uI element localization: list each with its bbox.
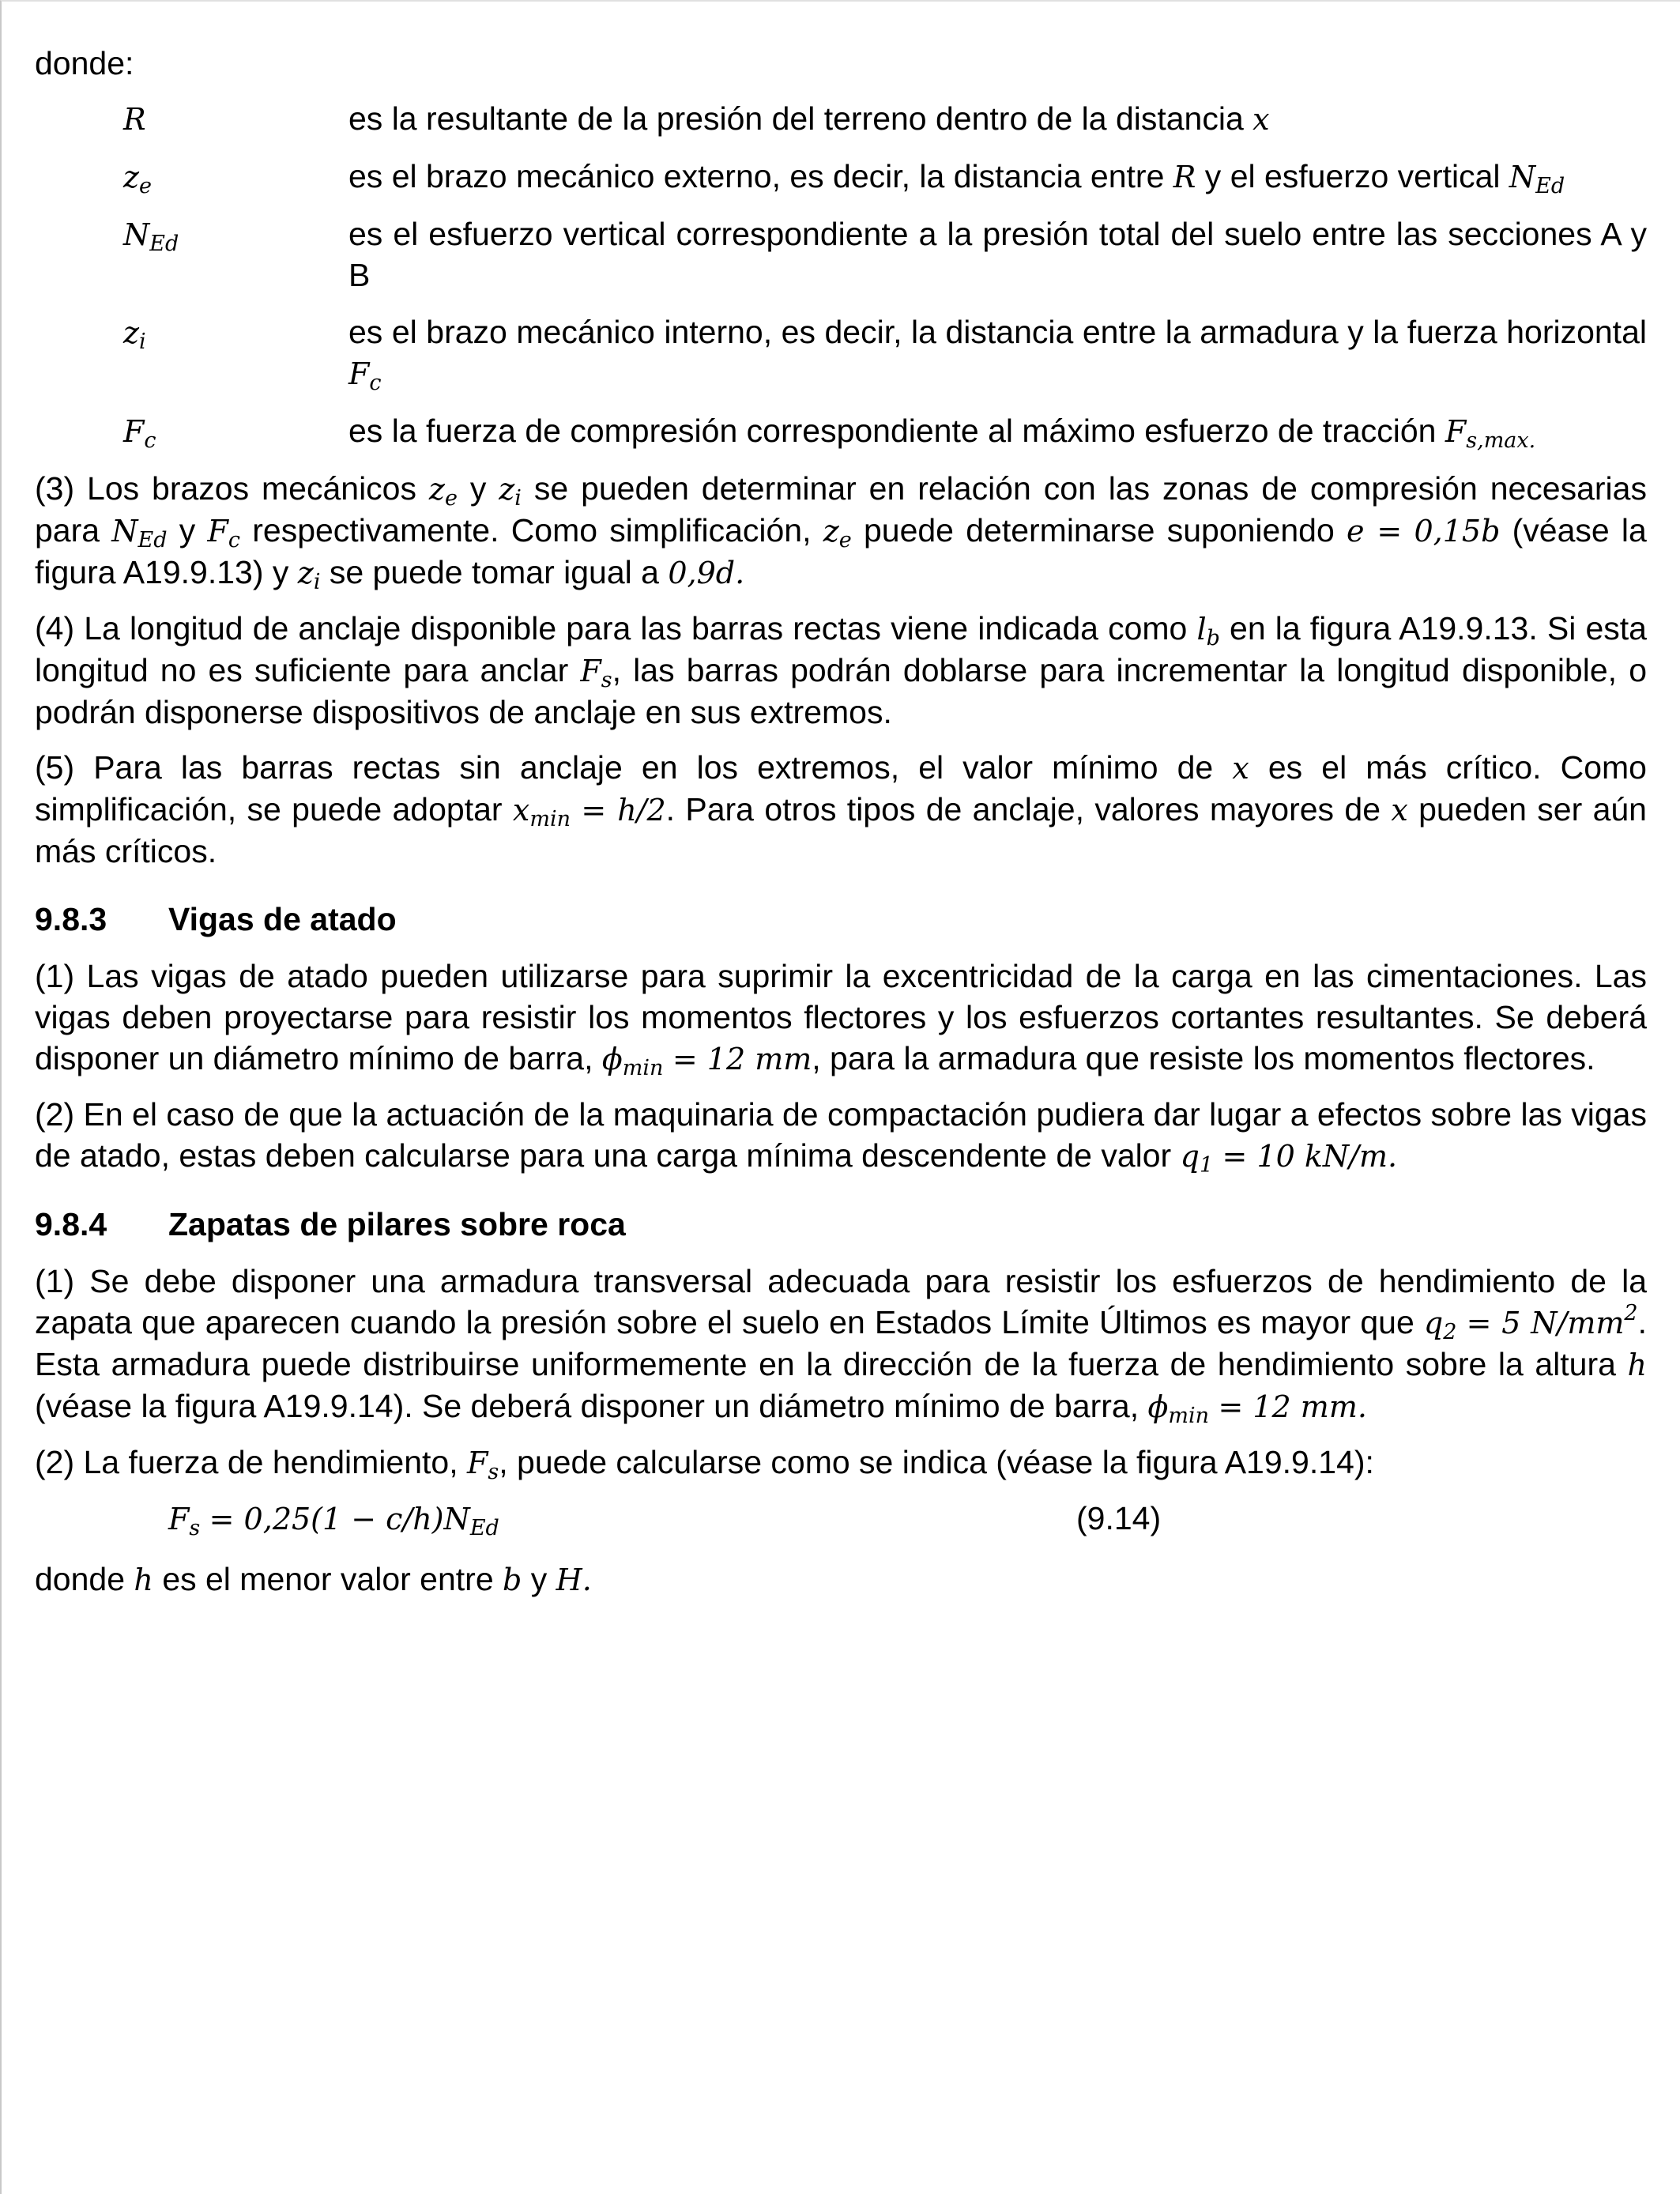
definition-text: es el brazo mecánico externo, es decir, la distancia entre R y el esfuerzo vertical $N_{Ed}$ [348, 158, 1565, 198]
definition-text: es la fuerza de compresión correspondiente al máximo esfuerzo de tracción $F_{s,max.}$ [348, 413, 1536, 453]
definition-symbol: $z_e$ [123, 160, 153, 198]
definition-symbol: $z_i$ [123, 315, 146, 354]
definition-symbol: $N_{Ed}$ [123, 217, 179, 256]
paragraph-9-8-4-2: (2) La fuerza de hendimiento, $F_s$, puede calcularse como se indica (véase la figura A19.9.14): [35, 1444, 1374, 1484]
section-title: Vigas de atado [168, 901, 397, 937]
section-number: 9.8.4 [35, 1206, 107, 1242]
definition-Fc [35, 410, 1647, 452]
paragraph-9-8-4-1: (1) Se debe disponer una armadura transversal adecuada para resistir los esfuerzos de hendimiento de la zapata que aparecen cuando la presión sobre el suelo en Estados Límite Últimos es mayor que $q_2 = 5$ $N/mm^2$. Esta armadura puede distribuirse uniformemente en la dirección de la fuerza de hendimiento sobre la altura h (véase la figura A19.9.14). Se deberá disponer un diámetro mínimo de barra, $\phi_{min} = 12$ mm. [35, 1263, 1647, 1428]
paragraph-4: (4) La longitud de anclaje disponible para las barras rectas viene indicada como $l_b$ en la figura A19.9.13. Si esta longitud no es suficiente para anclar $F_s$, las barras podrán doblarse para incrementar la longitud disponible, o podrán disponerse dispositivos de anclaje en sus extremos. [35, 610, 1647, 730]
definition-text: es el esfuerzo vertical correspondiente a la presión total del suelo entre las secciones A y B [348, 216, 1647, 293]
paragraph-9-8-3-1: (1) Las vigas de atado pueden utilizarse para suprimir la excentricidad de la carga en las cimentaciones. Las vigas deben proyectarse para resistir los momentos flectores y los esfuerzos cortantes resultantes. Se deberá disponer un diámetro mínimo de barra, $\phi_{min} = 12$ mm, para la armadura que resiste los momentos flectores. [35, 958, 1647, 1080]
definition-NEd [35, 213, 1647, 296]
definition-symbol: R [123, 102, 146, 137]
paragraph-5: (5) Para las barras rectas sin anclaje en los extremos, el valor mínimo de x es el más crítico. Como simplificación, se puede adoptar $x_{min} = h/2$. Para otros tipos de anclaje, valores mayores de x pueden ser aún más críticos. [35, 749, 1647, 869]
definition-symbol: $F_c$ [123, 414, 156, 453]
definition-text: es la resultante de la presión del terreno dentro de la distancia x [348, 100, 1270, 137]
equation-9-14 [35, 1498, 1647, 1540]
closing-text: donde h es el menor valor entre b y H. [35, 1561, 592, 1597]
equation-number: (9.14) [1076, 1500, 1162, 1536]
paragraph-9-8-3-2: (2) En el caso de que la actuación de la maquinaria de compactación pudiera dar lugar a efectos sobre las vigas de atado, estas deben calcularse para una carga mínima descendente de valor $q_1 = 10$ kN/m. [35, 1096, 1647, 1178]
document-content [35, 43, 1647, 1615]
equation-expression: $F_s = 0,25(1 - c/h)N_{Ed}$ [168, 1502, 499, 1540]
definition-ze [35, 156, 1647, 198]
definition-text: es el brazo mecánico interno, es decir, la distancia entre la armadura y la fuerza horizontal $F_c$ [348, 314, 1647, 395]
definition-R [35, 98, 1647, 140]
section-number: 9.8.3 [35, 901, 107, 937]
section-title: Zapatas de pilares sobre roca [168, 1206, 626, 1242]
section-heading-9-8-3 [35, 899, 1647, 940]
section-heading-9-8-4 [35, 1204, 1647, 1245]
symbol-definitions [35, 98, 1647, 452]
paragraph-3: (3) Los brazos mecánicos $z_e$ y $z_i$ se pueden determinar en relación con las zonas de compresión necesarias para $N_{Ed}$ y $F_c$ respectivamente. Como simplificación, $z_e$ puede determinarse suponiendo e = 0,15b (véase la figura A19.9.13) y $z_i$ se puede tomar igual a 0,9d. [35, 470, 1647, 594]
definition-zi [35, 311, 1647, 394]
intro-text: donde: [35, 45, 134, 81]
